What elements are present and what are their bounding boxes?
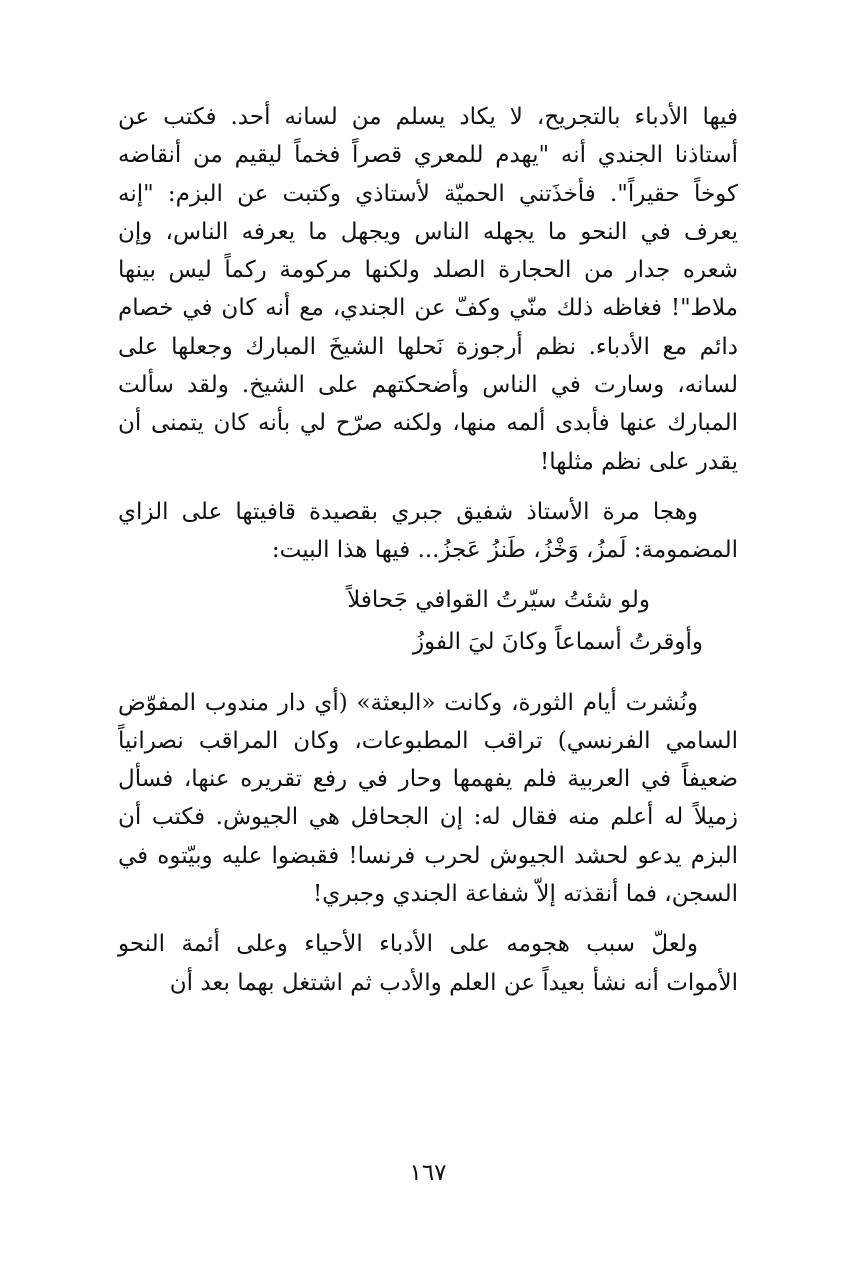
poem-verse-1: ولو شئتُ سيّرتُ القوافي جَحافلاً <box>347 586 650 613</box>
paragraph-4: ولعلّ سبب هجومه على الأدباء الأحياء وعلى أئمة النحو الأموات أنه نشأ بعيداً عن العلم والأدب ثم اشتغل بهما بعد أن <box>118 931 738 996</box>
paragraph-2: وهجا مرة الأستاذ شفيق جبري بقصيدة قافيتها على الزاي المضمومة: لَمزُ، وَخْزُ، طَنزُ عَجزُ... فيها هذا البيت: <box>118 498 738 564</box>
paragraph-1: فيها الأدباء بالتجريح، لا يكاد يسلم من لسانه أحد. فكتب عن أستاذنا الجندي أنه "يهدم للمعري قصراً فخماً ليقيم من أنقاضه كوخاً حقيراً". فأخذَتني الحميّة لأستاذي وكتبت عن البزم: "إنه يعرف في النحو ما يجهله الناس ويجهل ما يعرفه الناس، وإن شعره جدار من الحجارة الصلد ولكنها مركومة ركماً ليس بينها ملاط"! فغاظه ذلك منّي وكفّ عن الجندي، مع أنه كان في خصام دائم مع الأدباء. نظم أرجوزة نَحلها الشيخَ المبارك وجعلها على لسانه، وسارت في الناس وأضحكتهم على الشيخ. ولقد سألت المبارك عنها فأبدى ألمه منها، ولكنه صرّح لي بأنه كان يتمنى أن يقدر على نظم مثلها! <box>118 104 738 475</box>
poem-verse-2: وأوقرتُ أسماعاً وكانَ ليَ الفوزُ <box>412 628 703 655</box>
poem-verse-block <box>118 580 738 662</box>
page-body <box>118 98 738 1002</box>
page-number: ١٦٧ <box>409 1160 447 1186</box>
paragraph-3: ونُشرت أيام الثورة، وكانت «البعثة» (أي دار مندوب المفوّض السامي الفرنسي) تراقب المطبوعات، وكان المراقب نصرانياً ضعيفاً في العربية فلم يفهمها وحار في رفع تقريره عنها، فسأل زميلاً له أعلم منه فقال له: إن الجحافل هي الجيوش. فكتب أن البزم يدعو لحشد الجيوش لحرب فرنسا! فقبضوا عليه وبيّتوه في السجن، فما أنقذته إلاّ شفاعة الجندي وجبري! <box>118 689 738 908</box>
